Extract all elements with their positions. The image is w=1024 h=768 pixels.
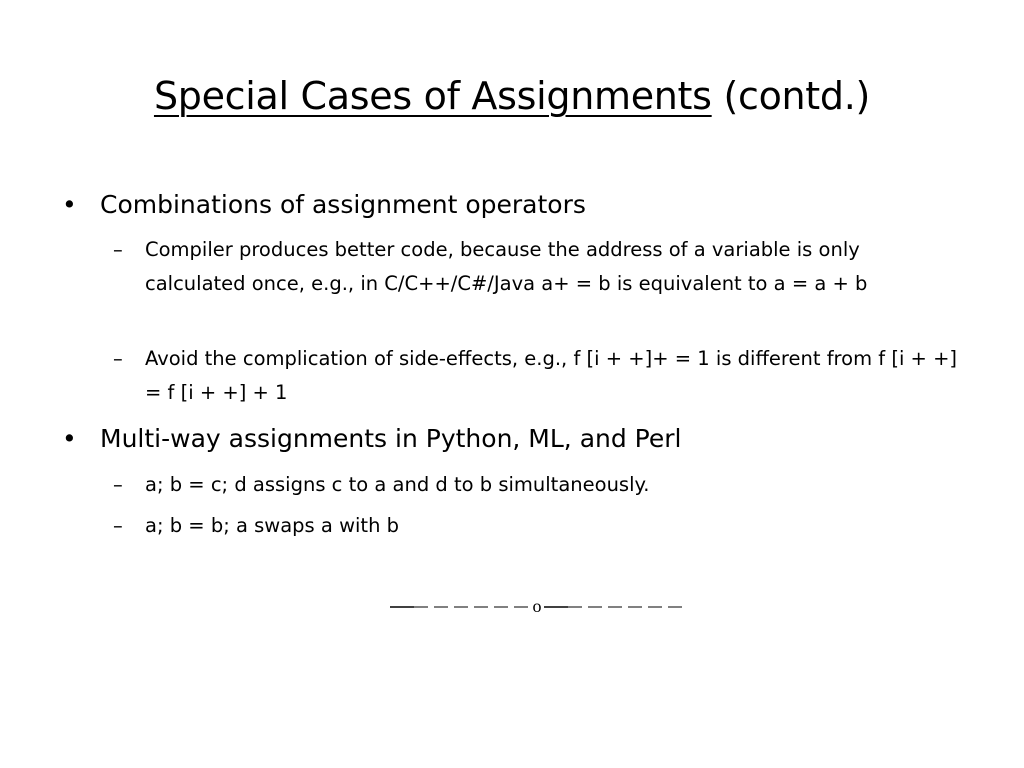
bullet-marker: • [62, 424, 77, 453]
dash-marker: – [113, 514, 123, 537]
slide-title-underlined: Special Cases of Assignments [153, 74, 712, 118]
dash-marker: – [113, 238, 123, 261]
dash-marker: – [113, 473, 123, 496]
slide-title-suffix: (contd.) [711, 74, 871, 118]
sub-bullet-item: a; b = b; a swaps a with b [145, 514, 400, 537]
bullet-marker: • [62, 190, 77, 219]
dash-marker: – [113, 347, 123, 370]
sub-bullet-item: Compiler produces better code, because the address of a variable is only calculated once, e.g., in C/C++/C#/Java a+ = b is equivalent to a = a + b [145, 238, 868, 295]
divider-ornament [390, 596, 690, 618]
ornament-glyph: o [532, 596, 542, 616]
bullet-item: Multi-way assignments in Python, ML, and Perl [100, 424, 682, 453]
sub-bullet-item: Avoid the complication of side-effects, e.g., f [i + +]+ = 1 is different from f [i + +] = f [i + +] + 1 [145, 347, 958, 404]
sub-bullet-item: a; b = c; d assigns c to a and d to b simultaneously. [145, 473, 650, 496]
bullet-item: Combinations of assignment operators [100, 190, 586, 219]
